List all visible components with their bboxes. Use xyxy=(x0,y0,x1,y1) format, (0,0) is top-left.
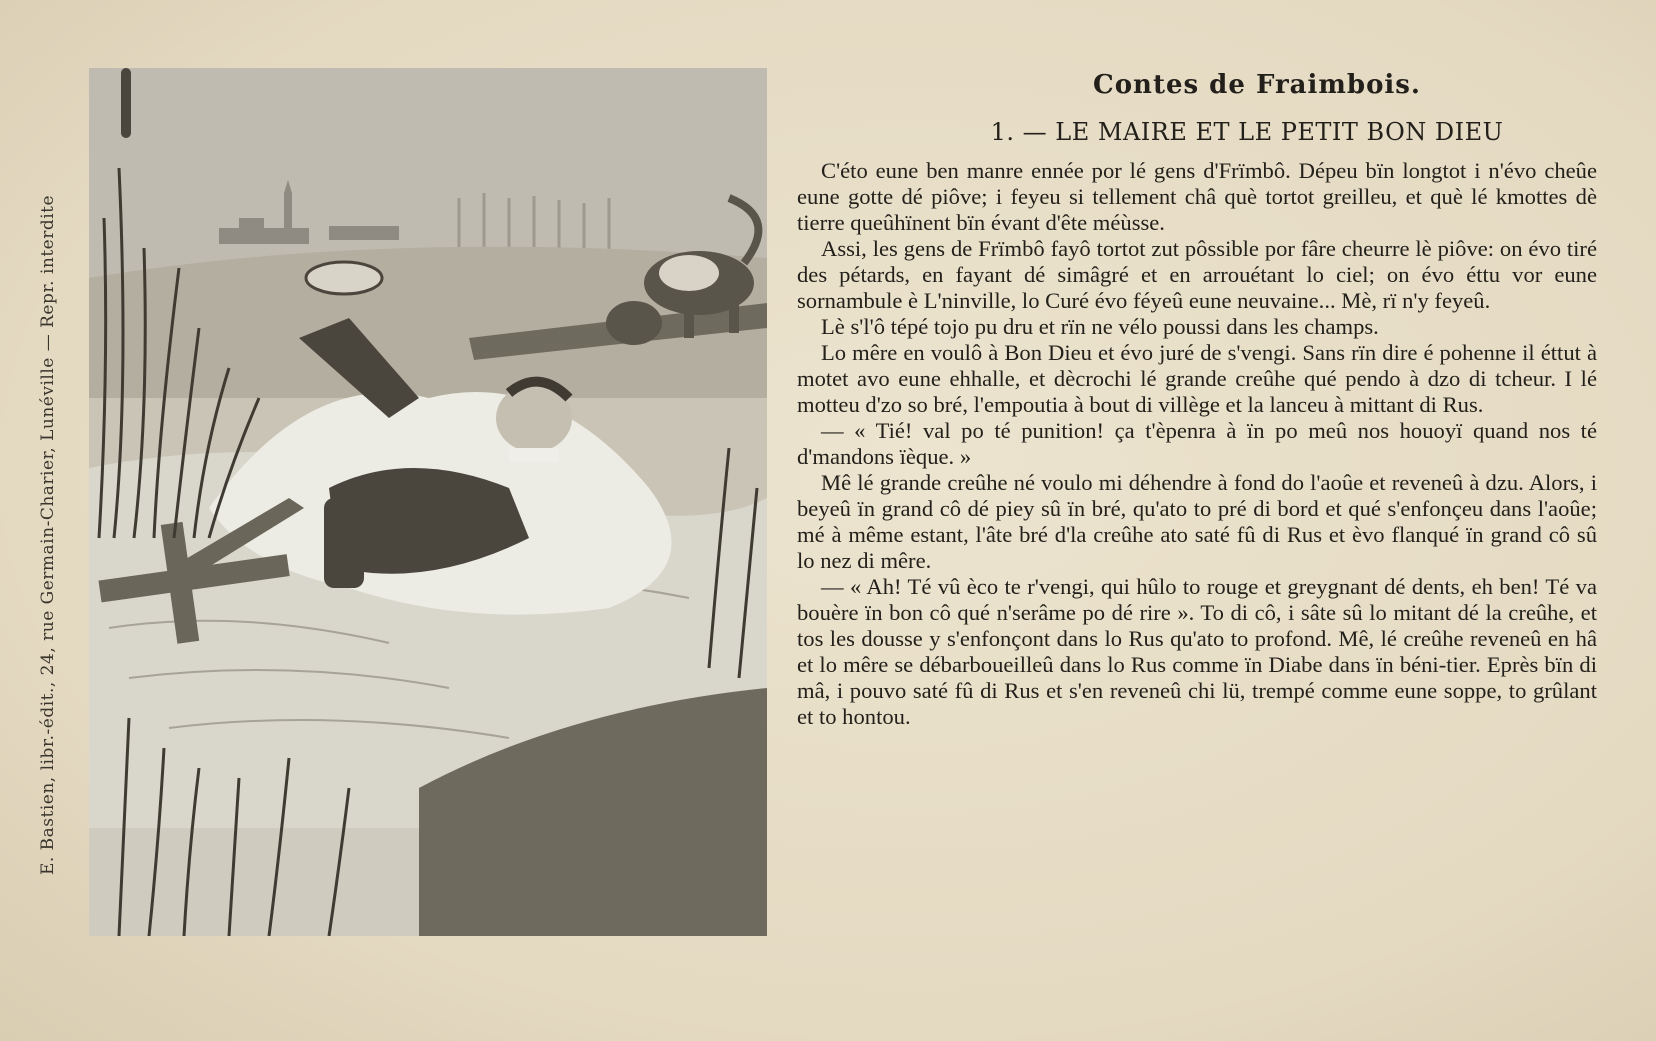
story-paragraph: C'éto eune ben manre ennée por lé gens d'Frïmbô. Dépeu bïn longtot i n'évo cheûe eune gotte dé piôve; i feyeu si tellement châ què tortot greilleu, et què lé kmottes dè tierre queûhïnent bïn évant d'ête méùsse. xyxy=(797,158,1597,235)
publisher-imprint xyxy=(28,125,68,945)
story-title: 1. — LE MAIRE ET LE PETIT BON DIEU xyxy=(990,118,1504,146)
illustration-drawing xyxy=(89,68,767,936)
story-paragraph: Lè s'l'ô tépé tojo pu dru et rïn ne vélo poussi dans les champs. xyxy=(821,314,1379,339)
story-paragraph: Assi, les gens de Frïmbô fayô tortot zut pôssible por fâre cheurre lè piôve: on évo tiré des pétards, en fayant dé simâgré et en arrouétant lo ciel; on évo éttu vor eune sornambule è L'ninville, lo Curé évo féyeû eune neuvaine... Mè, rï n'y feyeû. xyxy=(797,236,1597,313)
text-column xyxy=(797,70,1597,730)
story-text xyxy=(797,158,1597,730)
publisher-imprint-text: E. Bastien, libr.-édit., 24, rue Germain-Charier, Lunéville — Repr. interdite xyxy=(38,194,59,876)
story-paragraph: — « Ah! Té vû èco te r'vengi, qui hûlo to rouge et greygnant dé dents, eh ben! Té va bouère ïn bon cô qué n'serâme po dé rire ». To di cô, i sâte sû lo mitant dé la creûhe, et tos les dousse y s'enfonçont dans lo Rus qu'ato to profond. Mê, lé creûhe reveneû en hâ et lo mêre se débarboueilleû dans lo Rus comme ïn Diabe dans ïn béni-tier. Eprès bïn di mâ, i pouvo saté fû di Rus et s'en reveneû chi lü, trempé comme eune soppe, to grûlant et to hontou. xyxy=(797,574,1597,729)
story-paragraph: Mê lé grande creûhe né voulo mi déhendre à fond do l'aoûe et reveneû à dzu. Alors, i beyeû ïn grand cô dé piey sû ïn bré, qu'ato to pré di bord et qué s'enfonçeu dans l'aoûe; mé à même estant, l'âte bré d'la creûhe ato saté fû di Rus et èvo flanqué ïn grand cô sû lo nez di mêre. xyxy=(797,470,1597,573)
main-title: Contes de Fraimbois. xyxy=(1093,70,1421,100)
story-illustration xyxy=(89,68,767,936)
story-paragraph: Lo mêre en voulô à Bon Dieu et évo juré de s'vengi. Sans rïn dire é pohenne il éttut à motet avo eune ehhalle, et dècrochi lé grande creûhe qué pendo à dzo di tcheur. I lé motteu d'zo so bré, l'empoutia à bout di villège et la lanceu à mittant di Rus. xyxy=(797,340,1597,417)
story-paragraph: — « Tié! val po té punition! ça t'èpenra à ïn po meû nos houoyï quand nos té d'mandons ïèque. » xyxy=(797,418,1597,469)
